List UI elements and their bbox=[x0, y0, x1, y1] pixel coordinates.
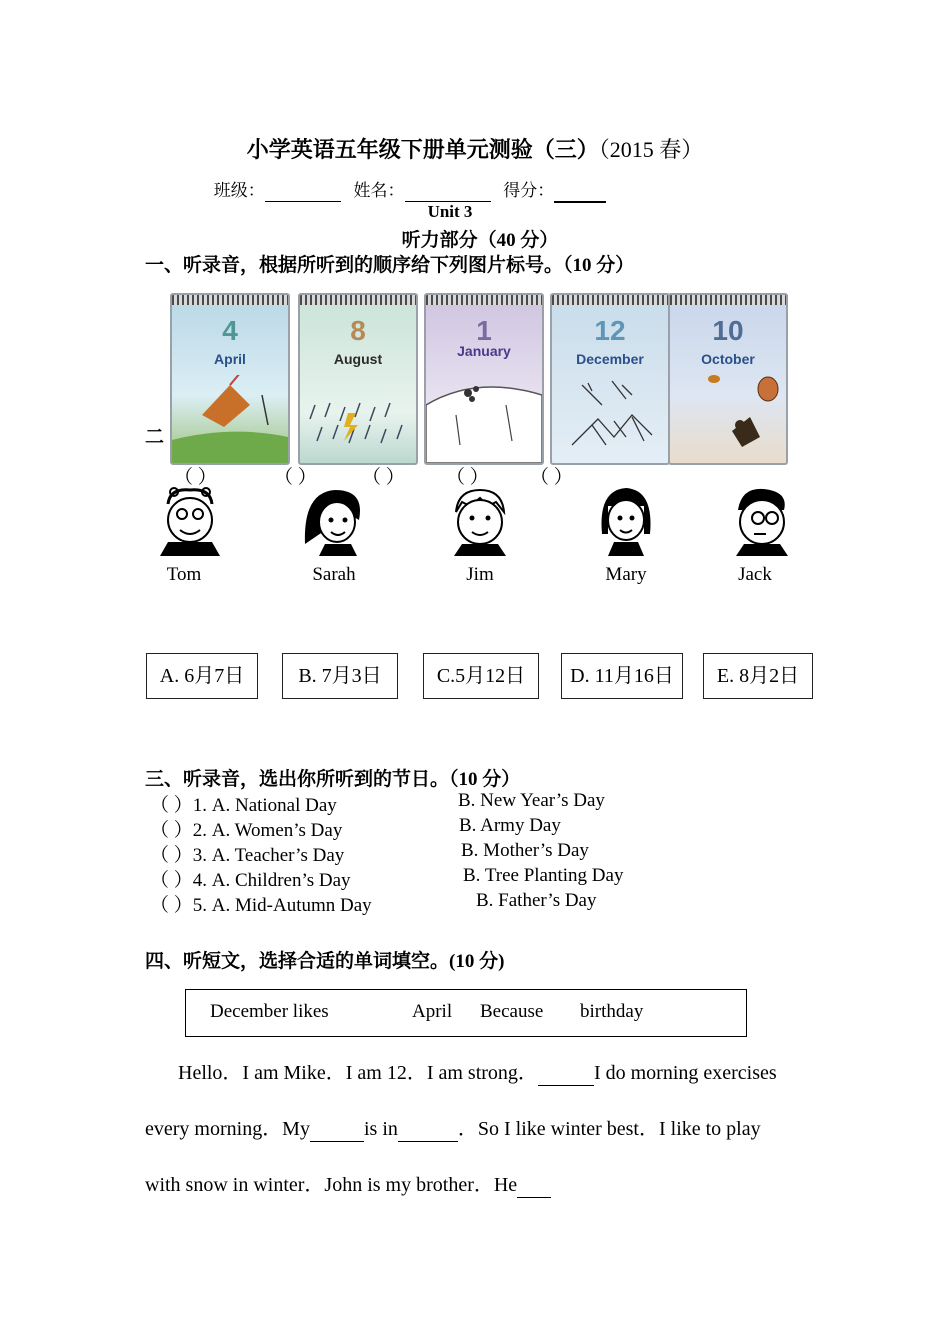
name-label: 姓名： bbox=[353, 181, 405, 200]
passage-line-3 bbox=[145, 1168, 551, 1198]
kid-name: Jack bbox=[738, 564, 772, 585]
calendar-month: October bbox=[701, 351, 755, 367]
jack-face-icon bbox=[722, 484, 802, 556]
calendar-month: December bbox=[576, 351, 644, 367]
snow-hill-icon bbox=[426, 375, 542, 463]
student-info-row bbox=[0, 176, 820, 203]
date-option-a: A. 6月7日 bbox=[146, 653, 258, 699]
answer-bracket[interactable]: （ ） bbox=[362, 467, 405, 488]
class-blank[interactable] bbox=[265, 181, 341, 202]
option-b[interactable]: B. Tree Planting Day bbox=[463, 865, 624, 886]
title-text: 小学英语五年级下册单元测验（三） bbox=[246, 137, 599, 162]
calendar-number: 10 bbox=[712, 315, 744, 346]
word-bank bbox=[185, 989, 747, 1037]
option-a[interactable]: （ ）5. A. Mid-Autumn Day bbox=[150, 895, 372, 916]
kid-name: Jim bbox=[466, 564, 494, 585]
passage-text: with snow in winter．John is my brother．He bbox=[145, 1174, 518, 1196]
class-label: 班级： bbox=[213, 181, 265, 200]
date-option-b: B. 7月3日 bbox=[282, 653, 398, 699]
skiing-icon bbox=[552, 375, 668, 463]
sarah-face-icon bbox=[295, 484, 375, 556]
falling-leaves-icon bbox=[670, 375, 786, 463]
option-b[interactable]: B. Father’s Day bbox=[476, 890, 597, 911]
calendar-number: 1 bbox=[476, 315, 492, 346]
fill-blank[interactable] bbox=[517, 1174, 551, 1198]
listening-part-label: 听力部分（40 分） bbox=[401, 230, 559, 251]
calendar-december bbox=[550, 293, 670, 465]
kid-name: Sarah bbox=[312, 564, 356, 585]
option-b[interactable]: B. Mother’s Day bbox=[461, 840, 589, 861]
unit-label: Unit 3 bbox=[427, 202, 473, 221]
passage-text: is in bbox=[363, 1118, 398, 1140]
section4-heading: 四、听短文，选择合适的单词填空。(10 分) bbox=[145, 951, 505, 972]
question-row bbox=[150, 815, 561, 842]
page-title bbox=[0, 133, 950, 164]
calendar-august bbox=[298, 293, 418, 465]
calendar-rings bbox=[300, 295, 416, 305]
mary-face-icon bbox=[586, 484, 666, 556]
word-bank-item: Because bbox=[480, 1001, 544, 1022]
option-a[interactable]: （ ）3. A. Teacher’s Day bbox=[150, 845, 345, 866]
option-a[interactable]: （ ）2. A. Women’s Day bbox=[150, 820, 343, 841]
answer-bracket[interactable]: （ ） bbox=[174, 467, 217, 488]
fill-blank[interactable] bbox=[310, 1118, 364, 1142]
passage-text: Hello．I am Mike．I am 12．I am strong． bbox=[178, 1062, 538, 1084]
tom-face-icon bbox=[150, 484, 230, 556]
section3-heading: 三、听录音，选出你所听到的节日。（10 分） bbox=[145, 769, 521, 790]
word-bank-item: birthday bbox=[580, 1001, 644, 1022]
option-b[interactable]: B. New Year’s Day bbox=[458, 790, 605, 811]
date-option-d: D. 11月16日 bbox=[561, 653, 683, 699]
question-row bbox=[150, 790, 605, 817]
question-row bbox=[150, 890, 597, 917]
calendar-rings bbox=[552, 295, 668, 305]
section2-heading: 二 bbox=[145, 427, 165, 448]
rain-storm-icon bbox=[300, 375, 416, 463]
passage-line-1 bbox=[178, 1056, 777, 1086]
passage-text: I do morning exercises bbox=[593, 1062, 777, 1084]
section1-heading: 一、听录音，根据所听到的顺序给下列图片标号。（10 分） bbox=[145, 255, 635, 276]
word-bank-item: December likes bbox=[210, 1001, 329, 1022]
title-year: （2015 春） bbox=[598, 137, 704, 162]
calendar-rings bbox=[172, 295, 288, 305]
calendar-number: 8 bbox=[350, 315, 366, 346]
calendar-month: August bbox=[333, 351, 383, 367]
option-a[interactable]: （ ）1. A. National Day bbox=[150, 795, 337, 816]
score-label: 得分： bbox=[503, 181, 555, 200]
calendar-january bbox=[424, 293, 544, 465]
calendar-rings bbox=[426, 295, 542, 305]
calendar-rings bbox=[670, 295, 786, 305]
calendar-number: 12 bbox=[594, 315, 626, 346]
calendar-month: January bbox=[457, 343, 511, 359]
passage-line-2 bbox=[145, 1112, 761, 1142]
name-blank[interactable] bbox=[405, 181, 491, 202]
word-bank-item: April bbox=[412, 1001, 453, 1022]
kid-name: Mary bbox=[605, 564, 647, 585]
question-row bbox=[150, 840, 589, 867]
kite-scene-icon bbox=[172, 375, 288, 463]
calendar-april bbox=[170, 293, 290, 465]
answer-bracket[interactable]: （ ） bbox=[274, 467, 317, 488]
option-b[interactable]: B. Army Day bbox=[459, 815, 561, 836]
date-option-e: E. 8月2日 bbox=[703, 653, 813, 699]
option-a[interactable]: （ ）4. A. Children’s Day bbox=[150, 870, 351, 891]
passage-text: every morning．My bbox=[145, 1118, 310, 1140]
fill-blank[interactable] bbox=[538, 1062, 594, 1086]
jim-face-icon bbox=[440, 484, 520, 556]
passage-text: ．So I like winter best．I like to play bbox=[457, 1118, 761, 1140]
date-option-c: C.5月12日 bbox=[423, 653, 539, 699]
calendar-october bbox=[668, 293, 788, 465]
kid-name: Tom bbox=[166, 564, 202, 585]
score-blank[interactable] bbox=[554, 181, 606, 203]
answer-bracket[interactable]: （ ） bbox=[446, 467, 489, 488]
question-row bbox=[150, 865, 624, 892]
calendar-month: April bbox=[214, 351, 246, 367]
calendar-number: 4 bbox=[222, 315, 238, 346]
fill-blank[interactable] bbox=[398, 1118, 458, 1142]
answer-bracket[interactable]: （ ） bbox=[530, 467, 573, 488]
